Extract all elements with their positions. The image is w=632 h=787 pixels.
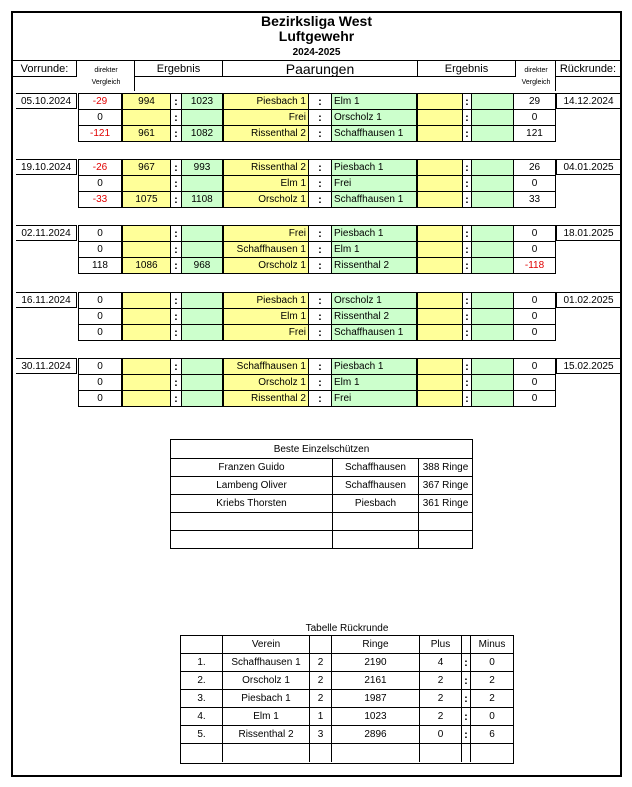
direct-comparison-right: 0 — [513, 374, 556, 391]
score-colon: : — [170, 324, 182, 341]
pairing-home: Orscholz 1 — [223, 257, 309, 274]
standings-minus: 2 — [471, 690, 513, 708]
standings-club: Schaffhausen 1 — [223, 654, 310, 672]
pairing-away: Piesbach 1 — [331, 159, 417, 176]
pairing-colon: : — [308, 225, 332, 242]
standings-games — [310, 744, 332, 762]
result-colon: : — [462, 358, 472, 375]
shooter-rings — [419, 513, 472, 531]
pairing-home: Rissenthal 2 — [223, 125, 309, 142]
pairing-colon: : — [308, 324, 332, 341]
direct-comparison-right: 0 — [513, 324, 556, 341]
score-colon: : — [170, 292, 182, 309]
standings-games: 3 — [310, 726, 332, 744]
best-shooters-table — [170, 439, 473, 549]
pairing-colon: : — [308, 257, 332, 274]
direct-comparison-right: 0 — [513, 241, 556, 258]
pairing-home: Elm 1 — [223, 175, 309, 192]
pairing-colon: : — [308, 159, 332, 176]
standings-plus: 2 — [420, 708, 462, 726]
pairing-home: Orscholz 1 — [223, 191, 309, 208]
score-away: 1108 — [181, 191, 223, 208]
pairing-home: Rissenthal 2 — [223, 390, 309, 407]
standings-colon — [462, 744, 471, 762]
standings-rank: 3. — [181, 690, 223, 708]
direct-comparison-right: 0 — [513, 292, 556, 309]
score-away: 1023 — [181, 93, 223, 110]
header-ringe: Ringe — [332, 636, 420, 654]
direct-comparison-left: 0 — [78, 374, 122, 391]
standings-plus: 2 — [420, 672, 462, 690]
pairing-colon: : — [308, 358, 332, 375]
standings-games: 2 — [310, 690, 332, 708]
round-date-right: 15.02.2025 — [556, 358, 620, 374]
pairing-home: Frei — [223, 324, 309, 341]
discipline-title: Luftgewehr — [278, 28, 355, 44]
direct-comparison-left: 0 — [78, 308, 122, 325]
pairing-away: Rissenthal 2 — [331, 257, 417, 274]
score-colon: : — [170, 225, 182, 242]
standings-rank: 5. — [181, 726, 223, 744]
header-ergebnis-left: Ergebnis — [135, 61, 223, 77]
score-colon: : — [170, 125, 182, 142]
header-ergebnis-right: Ergebnis — [418, 61, 516, 77]
standings-club: Piesbach 1 — [223, 690, 310, 708]
pairing-away: Schaffhausen 1 — [331, 191, 417, 208]
direct-comparison-left: 0 — [78, 292, 122, 309]
result-colon: : — [462, 191, 472, 208]
direct-comparison-left: 0 — [78, 324, 122, 341]
pairing-colon: : — [308, 109, 332, 126]
standings-club: Rissenthal 2 — [223, 726, 310, 744]
shooter-name: Franzen Guido — [171, 459, 333, 477]
standings-games: 2 — [310, 672, 332, 690]
header-games — [310, 636, 332, 654]
score-colon: : — [170, 191, 182, 208]
standings-plus: 4 — [420, 654, 462, 672]
best-shooters-title: Beste Einzelschützen — [171, 440, 472, 459]
header-direkter-left-line2: Vergleich — [91, 79, 121, 86]
header-direkter-right-line2: Vergleich — [521, 79, 551, 86]
pairing-away: Orscholz 1 — [331, 109, 417, 126]
standings-rings: 1987 — [332, 690, 420, 708]
shooter-name: Lambeng Oliver — [171, 477, 333, 495]
standings-club: Elm 1 — [223, 708, 310, 726]
pairing-home: Elm 1 — [223, 308, 309, 325]
header-minus: Minus — [471, 636, 513, 654]
standings-rings — [332, 744, 420, 762]
round-date-right: 04.01.2025 — [556, 159, 620, 175]
shooter-club: Piesbach — [333, 495, 419, 513]
result-home — [417, 390, 463, 407]
score-away — [181, 374, 223, 391]
standings-rings: 2896 — [332, 726, 420, 744]
pairing-away: Piesbach 1 — [331, 225, 417, 242]
direct-comparison-right: 121 — [513, 125, 556, 142]
pairing-home: Schaffhausen 1 — [223, 358, 309, 375]
standings-colon: : — [462, 654, 471, 672]
score-home — [122, 390, 171, 407]
score-away — [181, 358, 223, 375]
result-colon: : — [462, 241, 472, 258]
direct-comparison-right: -118 — [513, 257, 556, 274]
direct-comparison-right: 29 — [513, 93, 556, 110]
direct-comparison-right: 0 — [513, 175, 556, 192]
direct-comparison-right: 33 — [513, 191, 556, 208]
score-colon: : — [170, 374, 182, 391]
shooter-club: Schaffhausen — [333, 459, 419, 477]
league-title: Bezirksliga West — [260, 13, 372, 29]
pairing-home: Schaffhausen 1 — [223, 241, 309, 258]
score-colon: : — [170, 93, 182, 110]
pairing-home: Piesbach 1 — [223, 292, 309, 309]
standings-rank: 4. — [181, 708, 223, 726]
pairing-colon: : — [308, 191, 332, 208]
shooter-name — [171, 513, 333, 531]
shooter-name — [171, 531, 333, 549]
direct-comparison-left: 0 — [78, 175, 122, 192]
pairing-colon: : — [308, 292, 332, 309]
direct-comparison-left: -33 — [78, 191, 122, 208]
header-direkter-right-line1: direkter — [524, 67, 548, 74]
direct-comparison-left: 0 — [78, 225, 122, 242]
shooter-club — [333, 531, 419, 549]
result-away — [471, 374, 514, 391]
score-home: 1086 — [122, 257, 171, 274]
season-title: 2024-2025 — [292, 46, 341, 58]
header-rank — [181, 636, 223, 654]
header-rueckrunde: Rückrunde: — [556, 61, 620, 77]
result-colon: : — [462, 390, 472, 407]
pairing-away: Piesbach 1 — [331, 358, 417, 375]
pairing-home: Frei — [223, 225, 309, 242]
standings-rings: 1023 — [332, 708, 420, 726]
score-home: 994 — [122, 93, 171, 110]
score-away: 1082 — [181, 125, 223, 142]
result-away — [471, 390, 514, 407]
shooter-rings: 367 Ringe — [419, 477, 472, 495]
standings-colon: : — [462, 726, 471, 744]
result-home — [417, 374, 463, 391]
score-home: 1075 — [122, 191, 171, 208]
direct-comparison-left: 0 — [78, 358, 122, 375]
round-date-left: 16.11.2024 — [16, 292, 77, 308]
pairing-home: Orscholz 1 — [223, 374, 309, 391]
score-home: 967 — [122, 159, 171, 176]
pairing-home: Piesbach 1 — [223, 93, 309, 110]
score-home — [122, 358, 171, 375]
pairing-away: Frei — [331, 175, 417, 192]
pairing-away: Schaffhausen 1 — [331, 324, 417, 341]
result-colon: : — [462, 292, 472, 309]
result-colon: : — [462, 324, 472, 341]
shooter-rings: 361 Ringe — [419, 495, 472, 513]
round-date-right: 01.02.2025 — [556, 292, 620, 308]
direct-comparison-right: 0 — [513, 390, 556, 407]
standings-minus: 2 — [471, 672, 513, 690]
header-direkter-left-line1: direkter — [94, 67, 118, 74]
standings-minus: 0 — [471, 708, 513, 726]
standings-plus: 0 — [420, 726, 462, 744]
standings-colon: : — [462, 690, 471, 708]
score-colon: : — [170, 257, 182, 274]
pairing-colon: : — [308, 241, 332, 258]
round-date-left: 19.10.2024 — [16, 159, 77, 175]
pairing-colon: : — [308, 308, 332, 325]
standings-plus — [420, 744, 462, 762]
pairing-away: Schaffhausen 1 — [331, 125, 417, 142]
shooter-rings — [419, 531, 472, 549]
score-colon: : — [170, 159, 182, 176]
direct-comparison-right: 0 — [513, 109, 556, 126]
standings-minus — [471, 744, 513, 762]
shooter-club — [333, 513, 419, 531]
direct-comparison-left: -29 — [78, 93, 122, 110]
result-away — [471, 358, 514, 375]
round-date-left: 30.11.2024 — [16, 358, 77, 374]
direct-comparison-right: 26 — [513, 159, 556, 176]
result-colon: : — [462, 374, 472, 391]
round-date-left: 05.10.2024 — [16, 93, 77, 109]
result-colon: : — [462, 175, 472, 192]
round-date-right: 14.12.2024 — [556, 93, 620, 109]
direct-comparison-left: 0 — [78, 109, 122, 126]
round-date-right: 18.01.2025 — [556, 225, 620, 241]
score-colon: : — [170, 241, 182, 258]
standings-colon: : — [462, 672, 471, 690]
standings-colon: : — [462, 708, 471, 726]
score-home — [122, 374, 171, 391]
shooter-club: Schaffhausen — [333, 477, 419, 495]
standings-rank: 2. — [181, 672, 223, 690]
standings-plus: 2 — [420, 690, 462, 708]
pairing-away: Elm 1 — [331, 93, 417, 110]
standings-club: Orscholz 1 — [223, 672, 310, 690]
score-colon: : — [170, 109, 182, 126]
direct-comparison-left: 118 — [78, 257, 122, 274]
standings-rank: 1. — [181, 654, 223, 672]
direct-comparison-right: 0 — [513, 308, 556, 325]
header-vorrunde: Vorrunde: — [13, 61, 77, 77]
direct-comparison-left: 0 — [78, 390, 122, 407]
result-colon: : — [462, 93, 472, 110]
pairing-colon: : — [308, 374, 332, 391]
score-colon: : — [170, 308, 182, 325]
result-colon: : — [462, 225, 472, 242]
shooter-name: Kriebs Thorsten — [171, 495, 333, 513]
result-colon: : — [462, 257, 472, 274]
standings-rings: 2190 — [332, 654, 420, 672]
direct-comparison-left: -26 — [78, 159, 122, 176]
standings-title: Tabelle Rückrunde — [305, 622, 389, 634]
pairing-away: Rissenthal 2 — [331, 308, 417, 325]
score-home: 961 — [122, 125, 171, 142]
score-colon: : — [170, 358, 182, 375]
score-away: 968 — [181, 257, 223, 274]
pairing-colon: : — [308, 175, 332, 192]
round-date-left: 02.11.2024 — [16, 225, 77, 241]
standings-games: 2 — [310, 654, 332, 672]
direct-comparison-left: -121 — [78, 125, 122, 142]
result-colon: : — [462, 125, 472, 142]
pairing-home: Rissenthal 2 — [223, 159, 309, 176]
standings-table — [180, 635, 514, 764]
header-paarungen: Paarungen — [223, 61, 418, 77]
pairing-away: Elm 1 — [331, 374, 417, 391]
pairing-home: Frei — [223, 109, 309, 126]
result-home — [417, 358, 463, 375]
direct-comparison-right: 0 — [513, 358, 556, 375]
header-verein: Verein — [223, 636, 310, 654]
score-colon: : — [170, 390, 182, 407]
result-colon: : — [462, 109, 472, 126]
direct-comparison-right: 0 — [513, 225, 556, 242]
pairing-colon: : — [308, 390, 332, 407]
score-away: 993 — [181, 159, 223, 176]
standings-rings: 2161 — [332, 672, 420, 690]
shooter-rings: 388 Ringe — [419, 459, 472, 477]
score-away — [181, 390, 223, 407]
pairing-colon: : — [308, 93, 332, 110]
header-plus: Plus — [420, 636, 462, 654]
standings-games: 1 — [310, 708, 332, 726]
result-colon: : — [462, 308, 472, 325]
pairing-away: Orscholz 1 — [331, 292, 417, 309]
score-colon: : — [170, 175, 182, 192]
result-colon: : — [462, 159, 472, 176]
pairing-away: Elm 1 — [331, 241, 417, 258]
standings-minus: 0 — [471, 654, 513, 672]
pairing-away: Frei — [331, 390, 417, 407]
standings-club — [223, 744, 310, 762]
direct-comparison-left: 0 — [78, 241, 122, 258]
header-colon — [462, 636, 471, 654]
standings-rank — [181, 744, 223, 762]
standings-minus: 6 — [471, 726, 513, 744]
pairing-colon: : — [308, 125, 332, 142]
